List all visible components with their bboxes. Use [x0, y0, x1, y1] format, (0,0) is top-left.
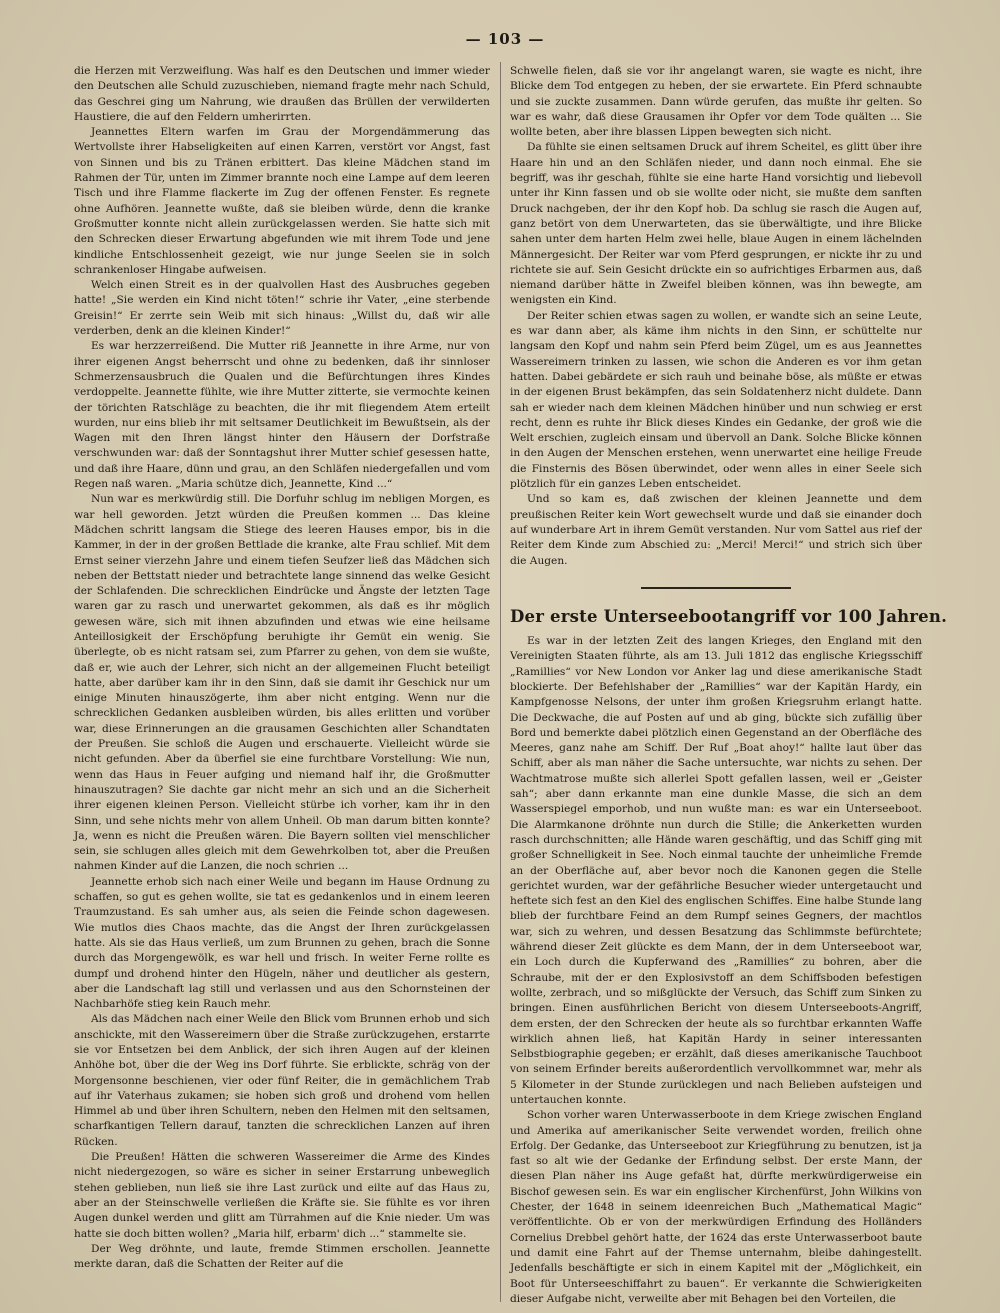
paragraph: Es war in der letzten Zeit des langen Krieges, den England mit den Vereinigten Staaten führte, als am 13. Juli 1812 das englische Kriegsschiff „Ramillies“ vor New London vor Anker lag und diese amerikanische Stadt blockierte. Der Befehlshaber der „Ramillies“ war der Kapitän Hardy, ein Kampfgenosse Nelsons, der unter ihm großen Kriegsruhm erlangt hatte. Die Deckwache, die auf Posten auf und ab ging, bückte sich zufällig über Bord und bemerkte dabei plötzlich einen Gegenstand an der Oberfläche des Meeres, ganz nahe am Schiff. Der Ruf „Boat ahoy!“ hallte laut über das Schiff, aber als man näher die Sache untersuchte, war nichts zu sehen. Der Wachtmatrose mußte sich allerlei Spott gefallen lassen, weil er „Geister sah“; aber dann erkannte man eine dunkle Masse, die sich an dem Wasserspiegel emporhob, und nun wußte man: es war ein Unterseeboot. Die Alarmkanone dröhnte nun durch die Stille; die Ankerketten wurden rasch durchschnitten; alle Hände waren geschäftig, und das Schiff ging mit großer Schnelligkeit in See. Noch einmal tauchte der unheimliche Fremde an der Oberfläche auf, aber bevor noch die Kanonen gegen die Stelle gerichtet wurden, war der gefährliche Besucher wieder untergetaucht und heftete sich fest an den Kiel des englischen Schiffes. Eine halbe Stunde lang blieb der furchtbare Feind an dem Rumpf seines Gegners, der machtlos war, sich zu wehren, und dessen Besatzung das Schlimmste befürchtete; während dieser Zeit glückte es dem Mann, der in dem Unterseeboot war, ein Loch durch die Kupferwand des „Ramillies“ zu bohren, aber die Schraube, mit der er den Explosivstoff an dem Schiffsboden befestigen wollte, zerbrach, und so mißglückte der Versuch, das Schiff zum Sinken zu bringen. Einen ausführlichen Bericht von diesem Unterseeboots-Angriff, dem ersten, der den Schrecken der heute als so furchtbar erkannten Waffe wirklich ahnen ließ, hat Kapitän Hardy in seiner interessanten Selbstbiographie gegeben; er erzählt, daß dieses amerikanische Tauchboot von seinem Erfinder bereits außerordentlich vervollkommnet war, mehr als 5 Kilometer in der Stunde zurücklegen und nach Belieben aufsteigen und untertauchen konnte.: [510, 635, 922, 1106]
article-body: [510, 634, 922, 1307]
column-divider: [500, 62, 501, 1302]
left-column: [74, 64, 490, 1297]
paragraph: Als das Mädchen nach einer Weile den Blick vom Brunnen erhob und sich anschickte, mit den Wassereimern über die Straße zurückzugehen, erstarrte sie vor Entsetzen bei dem Anblick, der sich ihren Augen auf der kleinen Anhöhe bot, über die der Weg ins Dorf führte. Sie erblickte, schräg von der Morgensonne beschienen, vier oder fünf Reiter, die in gemächlichem Trab auf ihr Vaterhaus zukamen; sie hoben sich groß und drohend vom hellen Himmel ab und über ihren Schultern, neben den Helmen mit den seltsamen, scharfkantigen Tellern darauf, tanzten die schrecklichen Lanzen auf ihren Rücken.: [74, 1013, 490, 1148]
paragraph: Der Reiter schien etwas sagen zu wollen, er wandte sich an seine Leute, es war dann aber, als käme ihm nichts in den Sinn, er schüttelte nur langsam den Kopf und nahm sein Pferd beim Zügel, um es aus Jeannettes Wassereimern trinken zu lassen, wie schon die Anderen es vor ihm getan hatten. Dabei gebärdete er sich rauh und beinahe böse, als müßte er etwas in der eigenen Brust bekämpfen, das sein Soldatenherz nicht duldete. Dann sah er wieder nach dem kleinen Mädchen hinüber und nun schwieg er erst recht, denn es ruhte ihr Blick dieses Kindes ein Gedanke, der groß wie die Welt erschien, zugleich einsam und übervoll an Dank. Solche Blicke können in den Augen der Menschen erstehen, wenn unerwartet eine heilige Freude die Finsternis des Bösen überwindet, oder wenn alles in einer Seele sich plötzlich für ein ganzes Leben entscheidet.: [510, 309, 922, 491]
paragraph: Schwelle fielen, daß sie vor ihr angelangt waren, sie wagte es nicht, ihre Blicke dem Tod entgegen zu heben, der sie erwartete. Ein Pferd schnaubte und sie zuckte zusammen. Dann würde gerufen, das mußte ihr gelten. So war es wahr, daß diese Grausamen ihr Opfer vor dem Tode quälten ... Sie wollte beten, aber ihre blassen Lippen bewegten sich nicht.: [510, 65, 922, 139]
paragraph: Der Weg dröhnte, und laute, fremde Stimmen erschollen. Jeannette merkte daran, daß die Schatten der Reiter auf die: [74, 1242, 490, 1271]
paragraph: die Herzen mit Verzweiflung. Was half es den Deutschen und immer wieder den Deutschen alle Schuld zuzuschieben, niemand fragte mehr nach Schuld, das Geschrei ging um Nahrung, wie draußen das Brüllen der verwilderten Haustiere, die auf den Feldern umherirrten.: [74, 65, 490, 123]
paragraph: Nun war es merkwürdig still. Die Dorfuhr schlug im nebligen Morgen, es war hell geworden. Jetzt würden die Preußen kommen ... Das kleine Mädchen schritt langsam die Stiege des leeren Hauses empor, bis in die Kammer, in der in der großen Bettlade die kranke, alte Frau schlief. Mit dem Ernst seiner vierzehn Jahre und einem tiefen Seufzer ließ das Mädchen sich neben der Bettstatt nieder und betrachtete lange sinnend das welke Gesicht der Schlafenden. Die schrecklichen Eindrücke und Ängste der letzten Tage waren gar zu rasch und unerwartet gekommen, als daß es ihr möglich gewesen wäre, sich mit ihnen abzufinden und etwas wie eine heilsame Anteillosigkeit der Erschöpfung beruhigte ihr Gemüt ein wenig. Sie überlegte, ob es nicht ratsam sei, zum Pfarrer zu gehen, von dem sie wußte, daß er, wie auch der Lehrer, sich nicht an der allgemeinen Flucht beteiligt hatte, aber darüber kam ihr in den Sinn, daß sie damit ihr Geschick nur um einige Minuten hinauszögerte, ihm aber nicht entging. Wenn nur die schrecklichen Gedanken ausbleiben würden, bis alles erlitten und vorüber war, diese Erinnerungen an die grausamen Geschichten aller Schandtaten der Preußen. Sie schloß die Augen und erschauerte. Vielleicht würde sie nicht gefunden. Aber da überfiel sie eine furchtbare Vorstellung: Wie nun, wenn das Haus in Feuer aufging und niemand half ihr, die Großmutter hinauszutragen? Sie dachte gar nicht mehr an sich und an die Sicherheit ihrer eigenen kleinen Person. Vielleicht stürbe ich vorher, kam ihr in den Sinn, und sehe nichts mehr von allem Unheil. Ob man darum bitten konnte? Ja, wenn es nicht die Preußen wären. Die Bayern sollten viel menschlicher sein, sie schlugen alles gleich mit dem Gewehrkolben tot, aber die Preußen nahmen Kinder auf die Lanzen, die noch schrien ...: [74, 493, 490, 873]
paragraph: Schon vorher waren Unterwasserboote in dem Kriege zwischen England und Amerika auf amerikanischer Seite verwendet worden, freilich ohne Erfolg. Der Gedanke, das Unterseeboot zur Kriegführung zu benutzen, ist ja fast so alt wie der Gedanke der Erfindung selbst. Der erste Mann, der diesen Plan näher ins Auge gefaßt hat, dürfte merkwürdigerweise ein Bischof gewesen sein. Es war ein englischer Kirchenfürst, John Wilkins von Chester, der 1648 in seinem ideenreichen Buch „Mathematical Magic“ veröffentlichte. Ob er von der merkwürdigen Erfindung des Holländers Cornelius Drebbel gehört hatte, der 1624 das erste Unterwasserboot baute und damit eine Fahrt auf der Themse unternahm, bleibe dahingestellt. Jedenfalls beschäftigte er sich in einem Kapitel mit der „Möglichkeit, ein Boot für Unterseeschiffahrt zu bauen“. Er verkannte die Schwierigkeiten dieser Aufgabe nicht, verweilte aber mit Behagen bei den Vorteilen, die: [510, 1109, 922, 1305]
paragraph: Jeannette erhob sich nach einer Weile und begann im Hause Ordnung zu schaffen, so gut es gehen wollte, sie tat es gedankenlos und in einem leeren Traumzustand. Es sah umher aus, als seien die Feinde schon dagewesen. Wie mutlos dies Chaos machte, das die Angst der Ihren zurückgelassen hatte. Als sie das Haus verließ, um zum Brunnen zu gehen, brach die Sonne durch das Morgengewölk, es war hell und frisch. In weiter Ferne rollte es dumpf und drohend hinter den Hügeln, näher und deutlicher als gestern, aber die Landschaft lag still und verlassen und aus den Schornsteinen der Nachbarhöfe stieg kein Rauch mehr.: [74, 875, 490, 1011]
right-column: [510, 64, 948, 1305]
story-continuation: [510, 64, 922, 569]
paragraph: Die Preußen! Hätten die schweren Wassereimer die Arme des Kindes nicht niedergezogen, so wäre es sicher in seiner Erstarrung unbeweglich stehen geblieben, nun ließ sie ihre Last zurück und eilte auf das Haus zu, aber an der Steinschwelle verließen die Kräfte sie. Sie fühlte es vor ihren Augen dunkel werden und glitt am Türrahmen auf die Knie nieder. Um was hatte sie doch bitten wollen? „Maria hilf, erbarm' dich ...“ stammelte sie.: [74, 1151, 490, 1240]
page-number: — 103 —: [465, 30, 545, 48]
paragraph: Welch einen Streit es in der qualvollen Hast des Ausbruches gegeben hatte! „Sie werden ein Kind nicht töten!“ schrie ihr Vater, „eine sterbende Greisin!“ Er zerrte sein Weib mit sich hinaus: „Willst du, daß wir alle verderben, denk an die kleinen Kinder!“: [74, 279, 490, 338]
article-headline: Der erste Unterseebootangriff vor 100 Jahren.: [510, 606, 948, 626]
paragraph: Es war herzzerreißend. Die Mutter riß Jeannette in ihre Arme, nur von ihrer eigenen Angst beherrscht und ohne zu bedenken, daß ihr sinnloser Schmerzensausbruch die Qualen und die Befürchtungen ihres Kindes verdoppelte. Jeannette fühlte, wie ihre Mutter zitterte, sie vermochte keinen der törichten Ratschläge zu beachten, die ihr mit fliegendem Atem erteilt wurden, nur eins blieb ihr mit seltsamer Deutlichkeit im Bewußtsein, als der Wagen mit den Ihren längst hinter den Häusern der Dorfstraße verschwunden war: daß der Sonntagshut ihrer Mutter schief gesessen hatte, und daß ihre Haare, dünn und grau, an den Schläfen niedergefallen und vom Regen naß waren. „Maria schütze dich, Jeannette, Kind ...“: [74, 340, 490, 491]
paragraph: Da fühlte sie einen seltsamen Druck auf ihrem Scheitel, es glitt über ihre Haare hin und an den Schläfen nieder, und dann noch einmal. Ehe sie begriff, was ihr geschah, fühlte sie eine harte Hand vorsichtig und liebevoll unter ihr Kinn fassen und ob sie wollte oder nicht, sie mußte dem sanften Druck nachgeben, der ihr den Kopf hob. Da schlug sie rasch die Augen auf, ganz betört von dem Unerwarteten, das sie überwältigte, und ihre Blicke sahen unter dem harten Helm zwei helle, blaue Augen in einem lächelnden Männergesicht. Der Reiter war vom Pferd gesprungen, er nickte ihr zu und richtete sie auf. Sein Gesicht drückte ein so aufrichtiges Erbarmen aus, daß niemand darüber hätte in Zweifel bleiben können, was ihn bewegte, am wenigsten ein Kind.: [510, 141, 922, 307]
paragraph: Jeannettes Eltern warfen im Grau der Morgendämmerung das Wertvollste ihrer Habseligkeiten auf einen Karren, verstört vor Angst, fast von Sinnen und bis zu Tränen erbittert. Das kleine Mädchen stand im Rahmen der Tür, unten im Zimmer brannte noch eine Lampe auf dem leeren Tisch und ihre Flamme flackerte im Zug der offenen Fenster. Es regnete ohne Aufhören. Jeannette wußte, daß sie bleiben würde, denn die kranke Großmutter konnte nicht allein zurückgelassen werden. Sie hatte sich mit den Schrecken dieser Erwartung abgefunden wie mit ihrem Tode und jene kindliche Entschlossenheit gezeigt, wie nur junge Seelen sie in solch schrankenloser Hingabe aufweisen.: [74, 126, 490, 276]
section-rule: [641, 587, 791, 589]
paragraph: Und so kam es, daß zwischen der kleinen Jeannette und dem preußischen Reiter kein Wort gewechselt wurde und daß sie einander doch auf wunderbare Art in ihrem Gemüt verstanden. Nur vom Sattel aus rief der Reiter dem Kinde zum Abschied zu: „Merci! Merci!“ und strich sich über die Augen.: [510, 493, 922, 567]
